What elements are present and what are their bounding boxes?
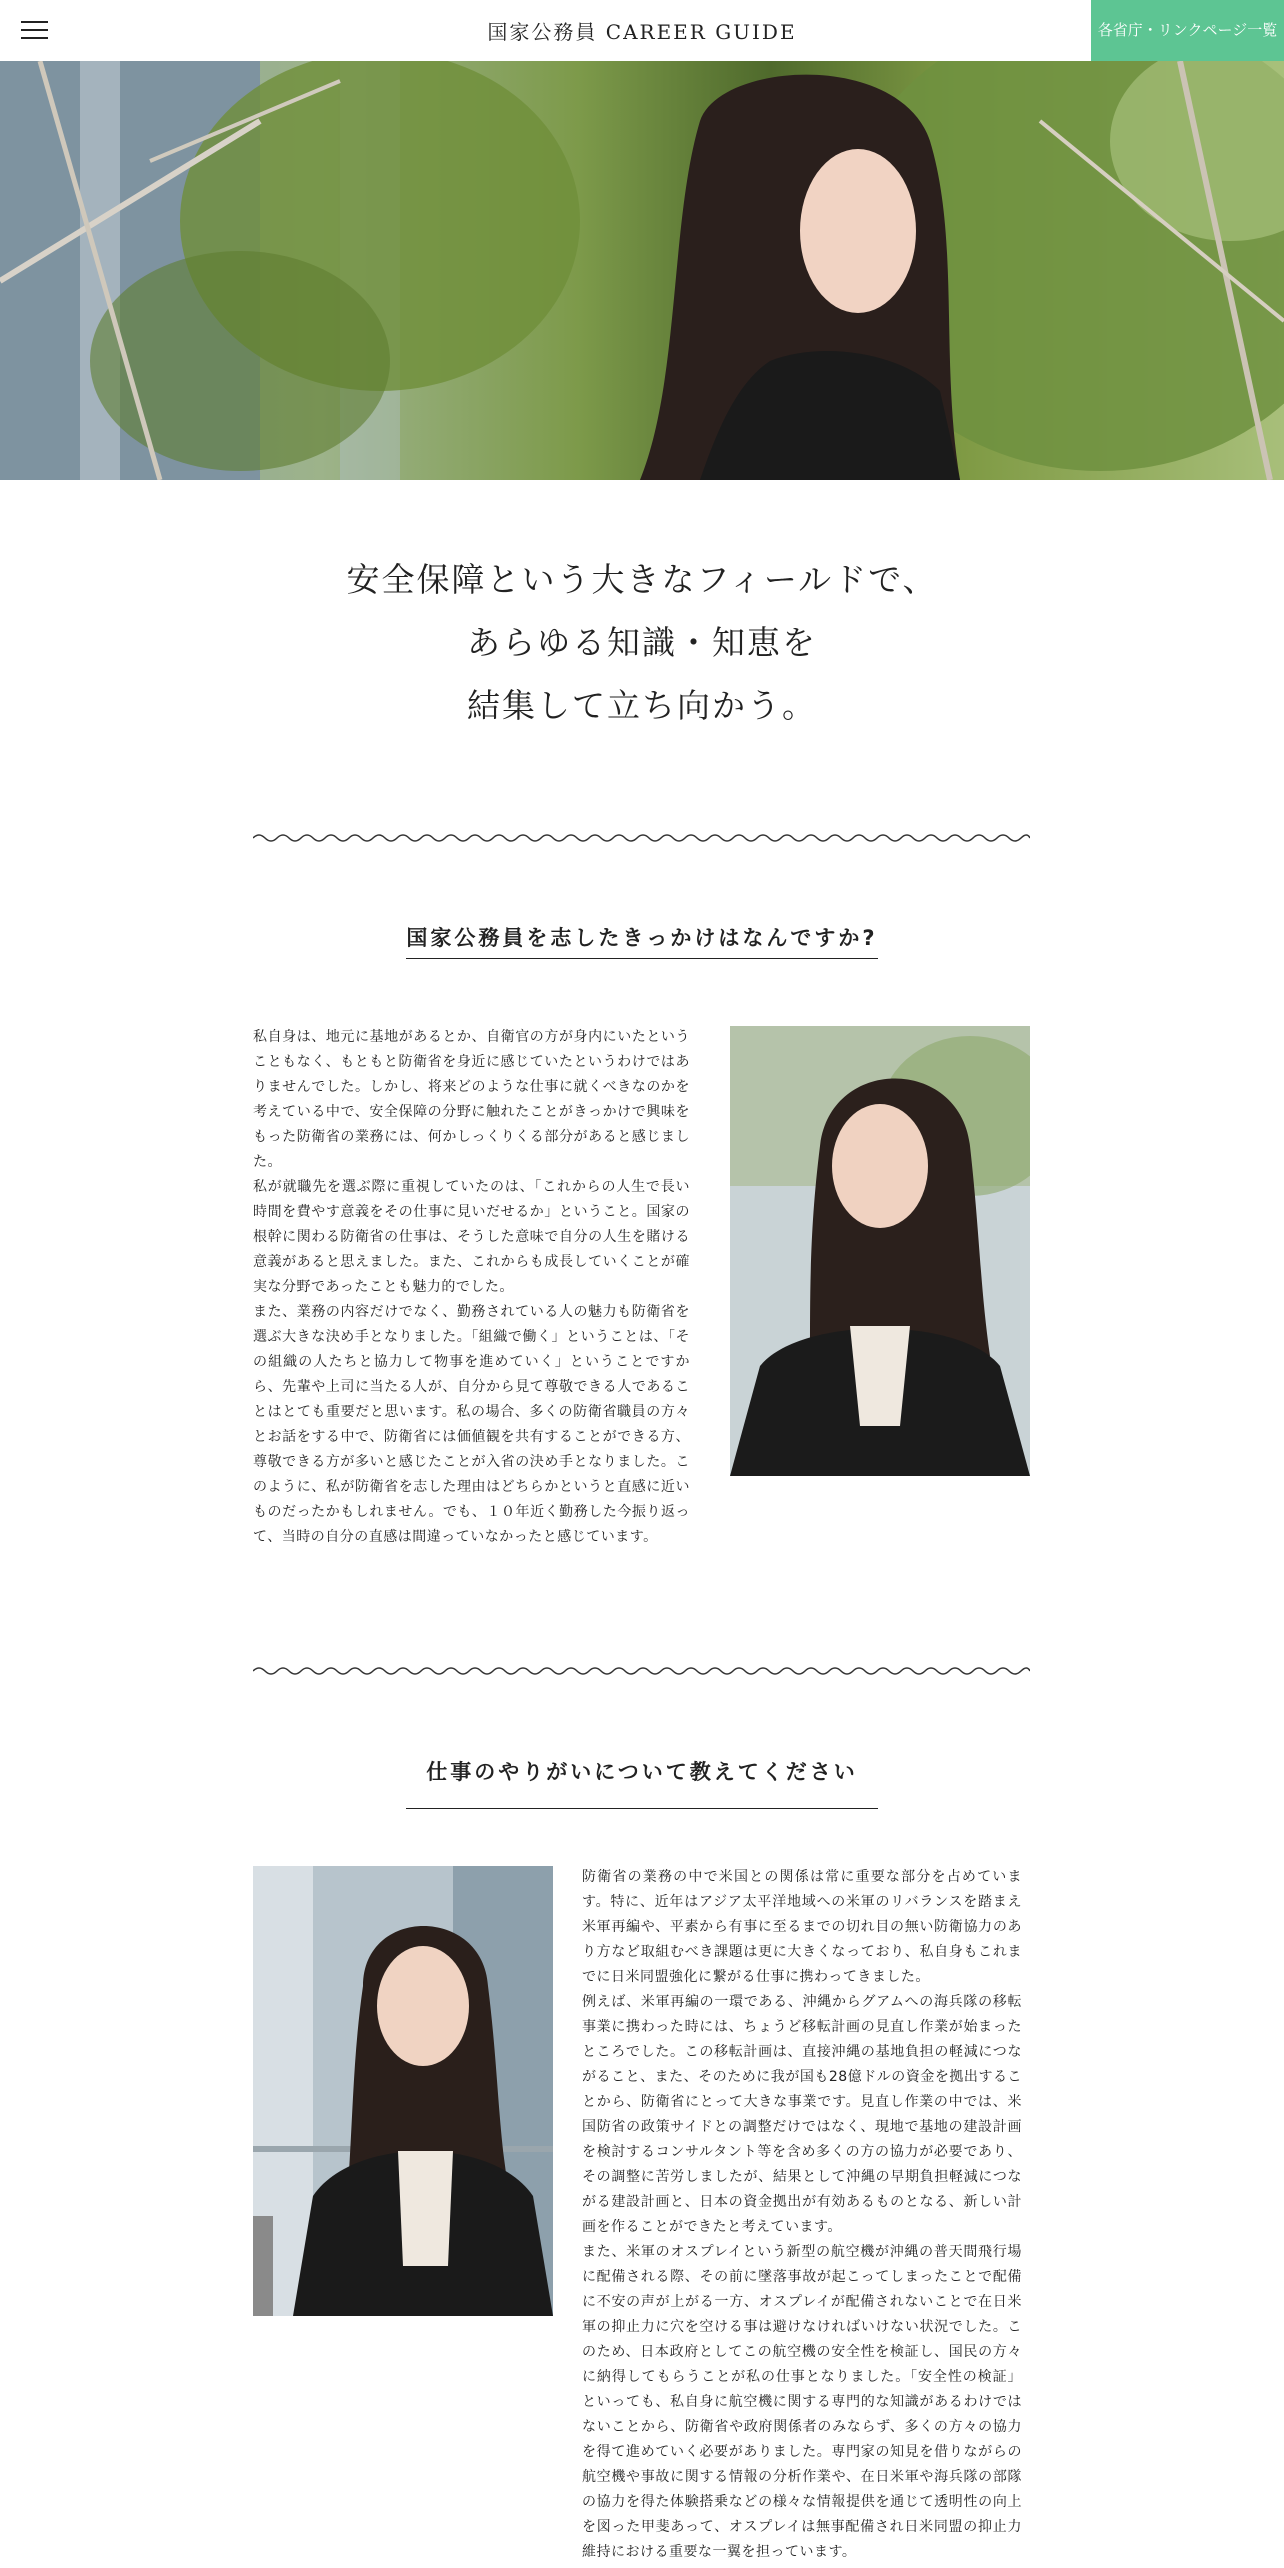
paragraph: 例えば、米軍再編の一環である、沖縄からグアムへの海兵隊の移転事業に携わった時には、ちょうど移転計画の見直し作業が始まったところでした。この移転計画は、直接沖縄の基地負担の軽減につながること、また、そのために我が国も28億ドルの資金を拠出することから、防衛省にとって大きな事業です。見直し作業の中では、米国防省の政策サイドとの調整だけではなく、現地で基地の建設計画を検討するコンサルタント等を含め多くの方の協力が必要であり、その調整に苦労しましたが、結果として沖縄の早期負担軽減につながる建設計画と、日本の資金拠出が有効あるものとなる、新しい計画を作ることができたと考えています。 [582, 1994, 1022, 2235]
section1-heading-text: 国家公務員を志したきっかけはなんですか? [406, 922, 877, 959]
site-title[interactable]: 国家公務員 CAREER GUIDE [487, 20, 797, 44]
wave-divider [253, 1663, 1030, 1679]
lead-copy [0, 548, 1284, 737]
paragraph: 私自身は、地元に基地があるとか、自衛官の方が身内にいたということもなく、もともと防衛省を身近に感じていたというわけではありませんでした。しかし、将来どのような仕事に就くべきなのかを考えている中で、安全保障の分野に触れたことがきっかけで興味をもった防衛省の業務には、何かしっくりくる部分があると感じました。 [253, 1029, 690, 1170]
paragraph: また、米軍のオスプレイという新型の航空機が沖縄の普天間飛行場に配備される際、その前に墜落事故が起こってしまったことで配備に不安の声が上がる一方、オスプレイが配備されないことで在日米軍の抑止力に穴を空ける事は避けなければいけない状況でした。このため、日本政府としてこの航空機の安全性を検証し、国民の方々に納得してもらうことが私の仕事となりました。「安全性の検証」といっても、私自身に航空機に関する専門的な知識があるわけではないことから、防衛省や政府関係者のみならず、多くの方々の協力を得て進めていく必要がありました。専門家の知見を借りながらの航空機や事故に関する情報の分析作業や、在日米軍や海兵隊の部隊の協力を得た体験搭乗などの様々な情報提供を通じて透明性の向上を図った甲斐あって、オスプレイは無事配備され日米同盟の抑止力維持における重要な一翼を担っています。 [582, 2244, 1022, 2560]
section2-heading-text: 仕事のやりがいについて教えてください [406, 1756, 878, 1809]
section1-heading [0, 922, 1284, 959]
section1-body [253, 1025, 690, 1550]
lead-line: 結集して立ち向かう。 [467, 686, 817, 725]
wave-divider [253, 830, 1030, 846]
section2-heading [0, 1756, 1284, 1809]
agency-links-button[interactable]: 各省庁・リンクページ一覧 [1091, 0, 1284, 61]
portrait-photo [253, 1866, 553, 2316]
section2-body [582, 1865, 1022, 2565]
portrait-photo [730, 1026, 1030, 1476]
lead-line: 安全保障という大きなフィールドで、 [346, 560, 938, 599]
site-header [0, 0, 1284, 61]
paragraph: 防衛省の業務の中で米国との関係は常に重要な部分を占めています。特に、近年はアジア太平洋地域への米軍のリバランスを踏まえ米軍再編や、平素から有事に至るまでの切れ目の無い防衛協力のあり方など取組むべき課題は更に大きくなっており、私自身もこれまでに日米同盟強化に繋がる仕事に携わってきました。 [582, 1869, 1022, 1985]
paragraph: また、業務の内容だけでなく、勤務されている人の魅力も防衛省を選ぶ大きな決め手となりました。「組織で働く」ということは、「その組織の人たちと協力して物事を進めていく」ということですから、先輩や上司に当たる人が、自分から見て尊敬できる人であることはとても重要だと思います。私の場合、多くの防衛省職員の方々とお話をする中で、防衛省には価値観を共有することができる方、尊敬できる方が多いと感じたことが入省の決め手となりました。このように、私が防衛省を志した理由はどちらかというと直感に近いものだったかもしれません。でも、１０年近く勤務した今振り返って、当時の自分の直感は間違っていなかったと感じています。 [253, 1304, 690, 1545]
paragraph: 私が就職先を選ぶ際に重視していたのは、「これからの人生で長い時間を費やす意義をその仕事に見いだせるか」ということ。国家の根幹に関わる防衛省の仕事は、そうした意味で自分の人生を賭ける意義があると思えました。また、これからも成長していくことが確実な分野であったことも魅力的でした。 [253, 1179, 690, 1295]
lead-line: あらゆる知識・知恵を [467, 623, 817, 662]
hero-image [0, 61, 1284, 480]
